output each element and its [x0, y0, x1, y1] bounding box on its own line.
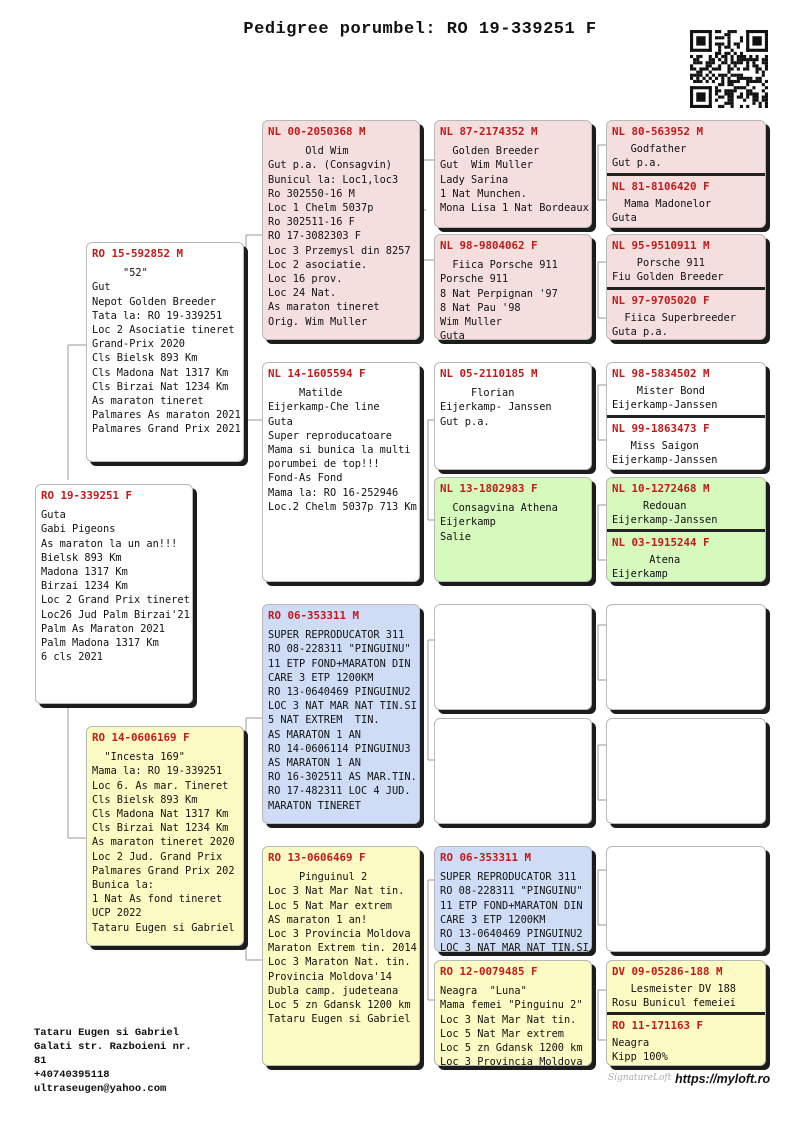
detail-line: Eijerkamp — [440, 516, 496, 529]
detail-line: Porsche 911 — [612, 257, 705, 270]
detail-line: Tata la: RO 19-339251 — [92, 309, 223, 322]
maternal-grandfather-ring: RO 06-353311 M — [268, 609, 360, 622]
g5-details — [612, 439, 760, 467]
detail-line: Eijerkamp-Che line — [268, 401, 380, 414]
subject-ring: RO 19-339251 F — [41, 489, 133, 502]
detail-line: Mama la: RO 16-252946 — [268, 486, 399, 499]
ggp-fmf-card[interactable] — [434, 362, 592, 470]
detail-line: Palm As Maraton 2021 — [41, 622, 165, 635]
subject-card[interactable] — [35, 484, 193, 704]
website-link[interactable]: https://myloft.ro — [675, 1072, 771, 1086]
father-card[interactable] — [86, 242, 244, 462]
g5-pair-2[interactable] — [606, 234, 766, 340]
detail-line: RO 14-0606114 PINGUINU3 — [268, 742, 411, 755]
father-details — [92, 266, 241, 436]
detail-line: Loc 5 zn Gdansk 1200 km — [440, 1042, 583, 1055]
detail-line: 8 Nat Perpignan '97 — [440, 287, 558, 300]
breeder-contact — [34, 1026, 192, 1096]
detail-line: Guta — [41, 509, 66, 522]
ggp-mmf-ring: RO 06-353311 M — [440, 851, 532, 864]
subject-details — [41, 508, 190, 664]
detail-line: Mama si bunica la multi — [268, 444, 411, 457]
detail-line: Loc 3 Nat Mar Nat tin. — [440, 1013, 577, 1026]
detail-line: Mama Madonelor — [612, 198, 712, 211]
detail-line: Guta — [268, 415, 293, 428]
signature-logo: SignatureLoft — [608, 1073, 672, 1083]
ggp-fmf-ring: NL 05-2110185 M — [440, 367, 538, 380]
detail-line: RO 13-0640469 PINGUINU2 — [440, 928, 583, 941]
father-ring: RO 15-592852 M — [92, 247, 184, 260]
detail-line: Tataru Eugen si Gabriel — [92, 921, 235, 934]
detail-line: Ro 302550-16 M — [268, 187, 355, 200]
maternal-grandmother-details — [268, 870, 417, 1026]
detail-line: Ro 302511-16 F — [268, 216, 355, 229]
detail-line: As maraton tineret — [92, 395, 204, 408]
detail-line: Loc 2 asociatie. — [268, 258, 368, 271]
detail-line: Gut Wim Muller — [440, 159, 533, 172]
detail-line: Palmares Grand Prix 202 — [92, 864, 235, 877]
detail-line: Loc 1 Chelm 5037p — [268, 202, 374, 215]
mother-ring: RO 14-0606169 F — [92, 731, 190, 744]
g5-ring: NL 95-9510911 M — [612, 239, 710, 252]
detail-line: Mama femei "Pinguinu 2" — [440, 999, 583, 1012]
detail-line: Loc 5 Nat Mar extrem — [268, 899, 392, 912]
detail-line: RO 08-228311 "PINGUINU" — [440, 885, 583, 898]
detail-line: Fond-As Fond — [268, 472, 343, 485]
maternal-grandmother-card[interactable] — [262, 846, 420, 1066]
detail-line: Old Wim — [268, 145, 349, 158]
detail-line: RO 17-482311 LOC 4 JUD. — [268, 785, 411, 798]
detail-line: Eijerkamp-Janssen — [612, 399, 718, 412]
detail-line: Guta — [612, 212, 637, 225]
ggp-fmm-card[interactable] — [434, 477, 592, 582]
detail-line: Cls Bielsk 893 Km — [92, 793, 198, 806]
detail-line: CARE 3 ETP 1200KM — [440, 913, 546, 926]
ggp-mmm-card[interactable] — [434, 960, 592, 1066]
detail-line: Bunica la: — [92, 879, 154, 892]
detail-line: RO 17-3082303 F — [268, 230, 361, 243]
detail-line: 6 cls 2021 — [41, 651, 103, 664]
detail-line: Super reproducatoare — [268, 429, 392, 442]
detail-line: Neagra "Luna" — [440, 985, 527, 998]
paternal-grandmother-card[interactable] — [262, 362, 420, 582]
ggp-mfm-card-empty[interactable] — [434, 718, 592, 824]
detail-line: UCP 2022 — [92, 907, 142, 920]
g5-details — [612, 982, 760, 1010]
paternal-grandfather-details — [268, 144, 414, 329]
maternal-grandmother-ring: RO 13-0606469 F — [268, 851, 366, 864]
g5-details — [612, 311, 760, 339]
ggp-mmm-details — [440, 984, 586, 1066]
detail-line: Consagvina Athena — [440, 502, 558, 515]
detail-line: Rosu Bunicul femeiei — [612, 997, 736, 1010]
detail-line: Loc 2 Jud. Grand Prix — [92, 850, 223, 863]
ggp-mmf-card[interactable] — [434, 846, 592, 952]
detail-line: Wim Muller — [440, 316, 502, 329]
detail-line: Loc 3 Przemysl din 8257 — [268, 244, 411, 257]
detail-line: Cls Madona Nat 1317 Km — [92, 366, 229, 379]
detail-line: 11 ETP FOND+MARATON DIN — [440, 899, 583, 912]
detail-line: ultraseugen@yahoo.com — [34, 1083, 167, 1095]
detail-line: As maraton tineret — [268, 301, 380, 314]
detail-line: LOC 3 NAT MAR NAT TIN.SI — [440, 942, 589, 952]
detail-line: LOC 3 NAT MAR NAT TIN.SI — [268, 700, 417, 713]
detail-line: Golden Breeder — [440, 145, 540, 158]
g5-ring: NL 03-1915244 F — [612, 536, 710, 549]
detail-line: Porsche 911 — [440, 273, 509, 286]
detail-line: Palmares Grand Prix 2021 — [92, 423, 241, 436]
paternal-grandmother-ring: NL 14-1605594 F — [268, 367, 366, 380]
g5-ring: NL 80-563952 M — [612, 125, 704, 138]
maternal-grandfather-details — [268, 628, 417, 813]
detail-line: Loc 16 prov. — [268, 273, 343, 286]
detail-line: As maraton la un an!!! — [41, 537, 178, 550]
g5-godfather[interactable] — [607, 121, 765, 181]
detail-line: Cls Madona Nat 1317 Km — [92, 808, 229, 821]
detail-line: +40740395118 — [34, 1069, 110, 1081]
detail-line: Eijerkamp- Janssen — [440, 401, 552, 414]
detail-line: Eijerkamp-Janssen — [612, 514, 718, 527]
paternal-grandmother-details — [268, 386, 417, 514]
page-title: Pedigree porumbel: RO 19-339251 F — [243, 20, 597, 39]
mother-card[interactable] — [86, 726, 244, 946]
ggp-ffm-details — [440, 258, 586, 340]
g5-details — [612, 384, 760, 412]
g5-kipp[interactable] — [607, 1015, 765, 1066]
detail-line: Florian — [440, 387, 515, 400]
detail-line: Nepot Golden Breeder — [92, 295, 216, 308]
detail-line: Neagra — [612, 1037, 650, 1050]
detail-line: AS MARATON 1 AN — [268, 757, 361, 770]
ggp-mmf-details — [440, 870, 589, 952]
detail-line: Lesmeister DV 188 — [612, 983, 736, 996]
detail-line: Kipp 100% — [612, 1051, 668, 1064]
detail-line: Palmares As maraton 2021 — [92, 409, 241, 422]
detail-line: RO 08-228311 "PINGUINU" — [268, 643, 411, 656]
detail-line: Mona Lisa 1 Nat Bordeaux — [440, 202, 589, 215]
ggp-mmm-ring: RO 12-0079485 F — [440, 965, 538, 978]
detail-line: RO 13-0640469 PINGUINU2 — [268, 686, 411, 699]
g5-ring: NL 81-8106420 F — [612, 180, 710, 193]
g5-atena[interactable] — [607, 532, 765, 582]
g5-mister-bond[interactable] — [607, 363, 765, 423]
detail-line: 81 — [34, 1055, 47, 1067]
detail-line: Cls Bielsk 893 Km — [92, 352, 198, 365]
detail-line: Fiu Golden Breeder — [612, 271, 724, 284]
detail-line: Tataru Eugen si Gabriel — [34, 1027, 179, 1039]
ggp-mff-card-empty[interactable] — [434, 604, 592, 710]
detail-line: Pinguinul 2 — [268, 871, 368, 884]
detail-line: Matilde — [268, 387, 343, 400]
detail-line: Redouan — [612, 500, 687, 513]
detail-line: Guta — [440, 330, 465, 340]
detail-line: Cls Birzai Nat 1234 Km — [92, 822, 229, 835]
g5-miss-saigon[interactable] — [607, 418, 765, 470]
detail-line: Gut p.a. — [612, 157, 662, 170]
g5-porsche-911[interactable] — [607, 235, 765, 295]
detail-line: "Incesta 169" — [92, 751, 185, 764]
maternal-grandfather-card[interactable] — [262, 604, 420, 824]
detail-line: porumbei de top!!! — [268, 458, 380, 471]
g5-pair-4[interactable] — [606, 477, 766, 582]
g5-details — [612, 197, 760, 225]
detail-line: Bunicul la: Loc1,loc3 — [268, 173, 399, 186]
detail-line: AS MARATON 1 AN — [268, 728, 361, 741]
detail-line: 1 Nat Munchen. — [440, 187, 527, 200]
detail-line: Bielsk 893 Km — [41, 551, 122, 564]
detail-line: Galati str. Razboieni nr. — [34, 1041, 192, 1053]
g5-empty-3[interactable] — [606, 846, 766, 952]
detail-line: Birzai 1234 Km — [41, 580, 128, 593]
g5-empty-2[interactable] — [606, 718, 766, 824]
ggp-ffm-card[interactable] — [434, 234, 592, 340]
detail-line: "52" — [92, 267, 148, 280]
g5-details — [612, 553, 760, 581]
paternal-grandfather-card[interactable] — [262, 120, 420, 340]
g5-mama-madonelor[interactable] — [607, 176, 765, 228]
g5-details — [612, 1036, 760, 1064]
detail-line: Loc 5 zn Gdansk 1200 km — [268, 999, 411, 1012]
g5-ring: DV 09-05286-188 M — [612, 965, 723, 978]
detail-line: 1 Nat As fond tineret — [92, 893, 223, 906]
detail-line: CARE 3 ETP 1200KM — [268, 671, 374, 684]
detail-line: Gabi Pigeons — [41, 523, 116, 536]
detail-line: Loc 3 Provincia Moldova — [440, 1056, 583, 1066]
detail-line: MARATON TINERET — [268, 799, 361, 812]
detail-line: Atena — [612, 554, 681, 567]
detail-line: 5 NAT EXTREM TIN. — [268, 714, 380, 727]
ggp-ffm-ring: NL 98-9804062 F — [440, 239, 538, 252]
g5-fiica-superbreeder[interactable] — [607, 290, 765, 340]
g5-ring: NL 97-9705020 F — [612, 294, 710, 307]
g5-details — [612, 142, 760, 170]
detail-line: Maraton Extrem tin. 2014 — [268, 942, 417, 955]
detail-line: Orig. Wim Muller — [268, 315, 368, 328]
detail-line: SUPER REPRODUCATOR 311 — [268, 629, 405, 642]
detail-line: Mister Bond — [612, 385, 705, 398]
detail-line: Salie — [440, 530, 471, 543]
ggp-fff-details — [440, 144, 589, 215]
g5-ring: NL 99-1863473 F — [612, 422, 710, 435]
g5-details — [612, 256, 760, 284]
detail-line: Loc 3 Provincia Moldova — [268, 928, 411, 941]
detail-line: Loc 2 Asociatie tineret — [92, 324, 235, 337]
detail-line: Gut — [92, 281, 111, 294]
detail-line: Lady Sarina — [440, 173, 509, 186]
detail-line: 11 ETP FOND+MARATON DIN — [268, 657, 411, 670]
ggp-fmm-ring: NL 13-1802983 F — [440, 482, 538, 495]
detail-line: AS maraton 1 an! — [268, 913, 368, 926]
detail-line: Miss Saigon — [612, 440, 699, 453]
detail-line: Eijerkamp — [612, 568, 668, 581]
detail-line: Fiica Porsche 911 — [440, 259, 558, 272]
detail-line: Loc 3 Nat Mar Nat tin. — [268, 885, 405, 898]
detail-line: Palm Madona 1317 Km — [41, 637, 159, 650]
detail-line: Loc 3 Maraton Nat. tin. — [268, 956, 411, 969]
g5-ring: NL 10-1272468 M — [612, 482, 710, 495]
detail-line: Cls Birzai Nat 1234 Km — [92, 380, 229, 393]
detail-line: Madona 1317 Km — [41, 566, 128, 579]
ggp-fff-card[interactable] — [434, 120, 592, 228]
detail-line: Loc 2 Grand Prix tineret — [41, 594, 190, 607]
detail-line: Loc26 Jud Palm Birzai'21 — [41, 608, 190, 621]
detail-line: Gut p.a. (Consagvin) — [268, 159, 392, 172]
detail-line: Loc 5 Nat Mar extrem — [440, 1027, 564, 1040]
detail-line: Guta p.a. — [612, 326, 668, 339]
g5-ring: NL 98-5834502 M — [612, 367, 710, 380]
detail-line: 8 Nat Pau '98 — [440, 301, 521, 314]
mother-details — [92, 750, 238, 935]
detail-line: Provincia Moldova'14 — [268, 970, 392, 983]
detail-line: Godfather — [612, 143, 687, 156]
detail-line: SUPER REPRODUCATOR 311 — [440, 871, 577, 884]
detail-line: Eijerkamp-Janssen — [612, 454, 718, 467]
detail-line: Loc.2 Chelm 5037p 713 Km — [268, 500, 417, 513]
detail-line: Gut p.a. — [440, 415, 490, 428]
detail-line: Dubla camp. judeteana — [268, 984, 399, 997]
ggp-fmm-details — [440, 501, 586, 544]
g5-ring: RO 11-171163 F — [612, 1019, 704, 1032]
detail-line: Mama la: RO 19-339251 — [92, 765, 223, 778]
paternal-grandfather-ring: NL 00-2050368 M — [268, 125, 366, 138]
detail-line: As maraton tineret 2020 — [92, 836, 235, 849]
detail-line: Loc 6. As mar. Tineret — [92, 779, 229, 792]
g5-pair-1[interactable] — [606, 120, 766, 228]
g5-pair-5[interactable] — [606, 960, 766, 1066]
ggp-fmf-details — [440, 386, 586, 429]
detail-line: Loc 24 Nat. — [268, 287, 337, 300]
ggp-fff-ring: NL 87-2174352 M — [440, 125, 538, 138]
g5-pair-3[interactable] — [606, 362, 766, 470]
g5-empty-1[interactable] — [606, 604, 766, 710]
detail-line: Fiica Superbreeder — [612, 312, 736, 325]
detail-line: RO 16-302511 AS MAR.TIN. — [268, 771, 417, 784]
g5-details — [612, 499, 760, 527]
detail-line: Tataru Eugen si Gabriel — [268, 1013, 411, 1026]
detail-line: Grand-Prix 2020 — [92, 338, 185, 351]
